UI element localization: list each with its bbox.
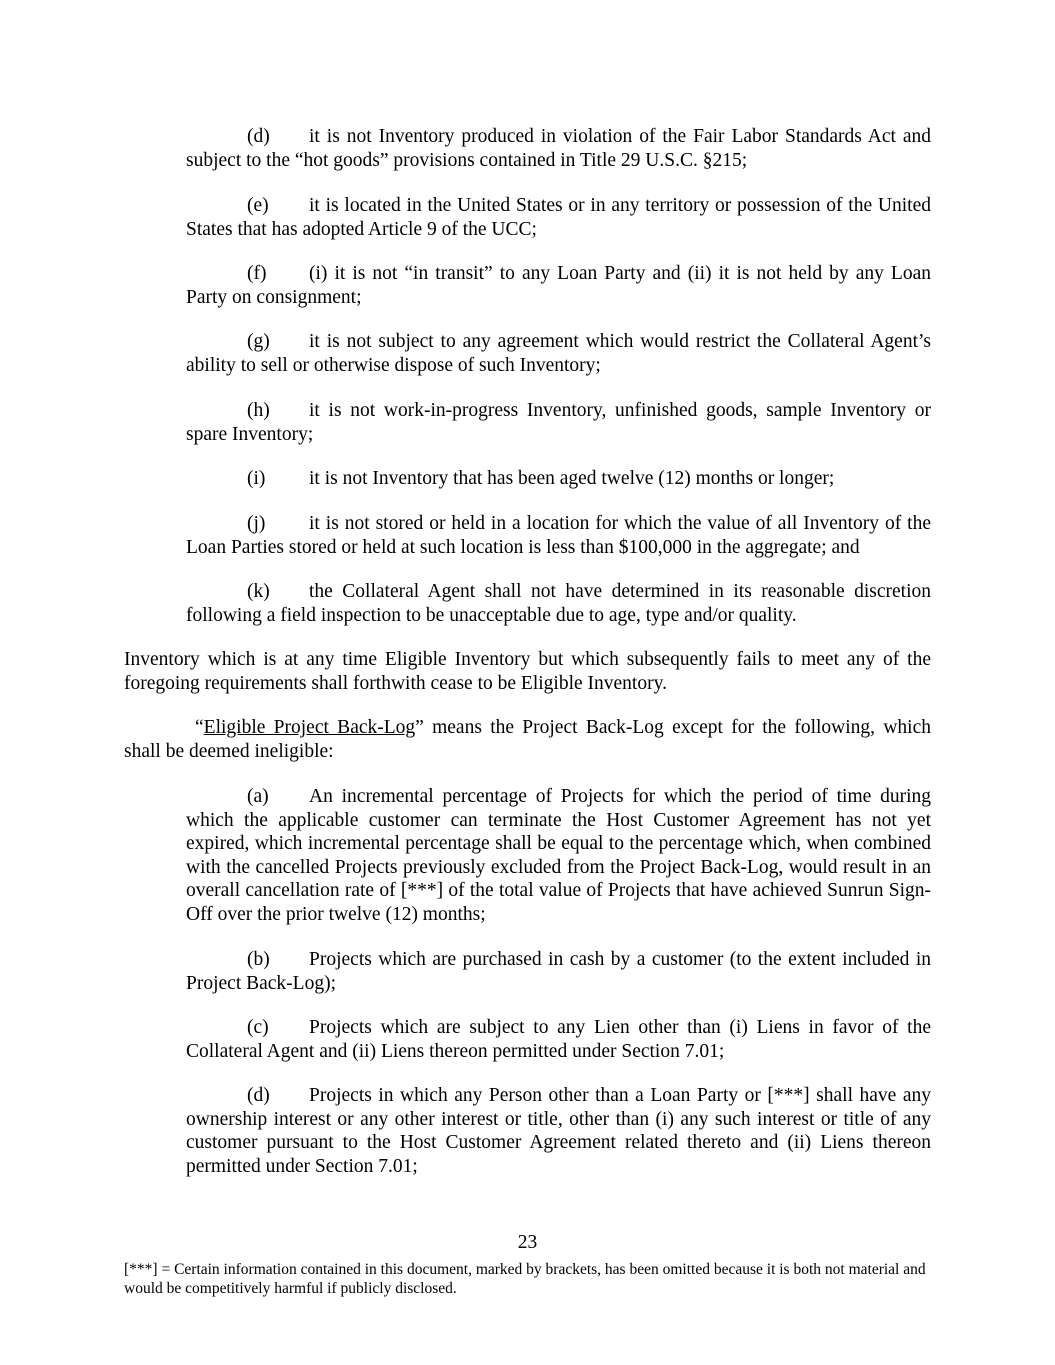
clause-a-backlog [186,785,931,926]
clause-d-inventory [186,125,931,172]
inventory-paragraph: Inventory which is at any time Eligible Inventory but which subsequently fails to meet any of the foregoing requirements shall forthwith cease to be Eligible Inventory. [124,649,931,694]
clause-label: (g) [247,331,270,352]
clause-text: (i) it is not “in transit” to any Loan Party and (ii) it is not held by any Loan Party on consignment; [186,263,931,308]
clause-f-inventory [186,262,931,309]
clause-d-backlog [186,1084,931,1178]
definition-paragraph [124,716,931,763]
clause-k-inventory [186,580,931,627]
clause-j-inventory [186,512,931,559]
clause-g-inventory [186,330,931,377]
page-number: 23 [517,1232,538,1253]
defined-term: Eligible Project Back-Log [203,717,416,738]
clause-b-backlog [186,948,931,995]
clause-label: (e) [247,195,269,216]
clause-text: the Collateral Agent shall not have determined in its reasonable discretion following a field inspection to be unacceptable due to age, type and/or quality. [186,581,931,626]
clause-label: (h) [247,400,270,421]
clause-text: Projects which are subject to any Lien other than (i) Liens in favor of the Collateral Agent and (ii) Liens thereon permitted under Section 7.01; [186,1017,931,1062]
clause-e-inventory [186,194,931,241]
clause-label: (k) [247,581,270,602]
definition-text: ” means the Project Back-Log except for the following, which shall be deemed ineligible: [124,717,931,762]
clause-label: (j) [247,513,266,534]
clause-text: it is not subject to any agreement which would restrict the Collateral Agent’s ability to sell or otherwise dispose of such Inventory; [186,331,931,376]
clause-label: (c) [247,1017,269,1038]
clause-label: (f) [247,263,267,284]
clause-text: Projects in which any Person other than a Loan Party or [***] shall have any ownership interest or any other interest or title, other than (i) any such interest or title of any customer pursuant to the Host Customer Agreement related thereto and (ii) Liens thereon permitted under Section 7.01; [186,1085,931,1177]
clause-label: (b) [247,949,270,970]
open-quote: “ [195,717,204,738]
clause-label: (i) [247,468,266,489]
clause-text: it is not Inventory that has been aged twelve (12) months or longer; [309,468,835,489]
clause-i-inventory [186,467,931,491]
clause-label: (d) [247,1085,270,1106]
clause-text: it is not work-in-progress Inventory, unfinished goods, sample Inventory or spare Inventory; [186,400,931,445]
clause-text: it is located in the United States or in any territory or possession of the United States that has adopted Article 9 of the UCC; [186,195,931,240]
clause-text: it is not Inventory produced in violation of the Fair Labor Standards Act and subject to the “hot goods” provisions contained in Title 29 U.S.C. §215; [186,126,931,171]
footnote: [***] = Certain information contained in this document, marked by brackets, has been omitted because it is both not material and would be competitively harmful if publicly disclosed. [124,1261,926,1297]
clause-h-inventory [186,399,931,446]
clause-label: (d) [247,126,270,147]
clause-label: (a) [247,786,269,807]
clause-text: Projects which are purchased in cash by a customer (to the extent included in Project Back-Log); [186,949,931,994]
clause-text: An incremental percentage of Projects for which the period of time during which the applicable customer can terminate the Host Customer Agreement has not yet expired, which incremental percentage shall be equal to the percentage which, when combined with the cancelled Projects previously excluded from the Project Back-Log, would result in an overall cancellation rate of [***] of the total value of Projects that have achieved Sunrun Sign-Off over the prior twelve (12) months; [186,786,931,925]
clause-text: it is not stored or held in a location for which the value of all Inventory of the Loan Parties stored or held at such location is less than $100,000 in the aggregate; and [186,513,931,558]
clause-c-backlog [186,1016,931,1063]
